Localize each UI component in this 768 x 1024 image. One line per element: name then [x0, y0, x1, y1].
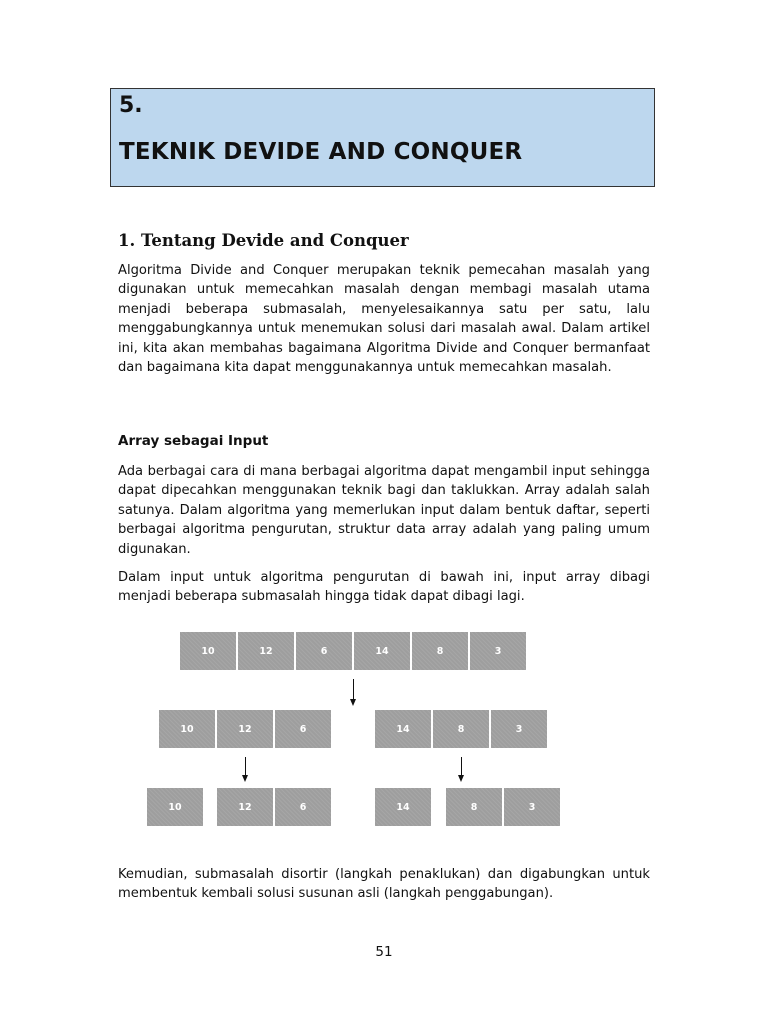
subsection-heading: Array sebagai Input [118, 433, 269, 449]
array-cell: 8 [412, 632, 468, 670]
array-cell: 10 [180, 632, 236, 670]
down-arrow-icon [353, 679, 354, 700]
down-arrow-icon [245, 757, 246, 776]
array-cell: 3 [470, 632, 526, 670]
intro-paragraph: Algoritma Divide and Conquer merupakan teknik pemecahan masalah yang digunakan untuk memecahkan masalah dengan membagi masalah utama menjadi beberapa submasalah, menyelesaikannya satu per satu, lalu menggabungkannya untuk menemukan solusi dari masalah awal. Dalam artikel ini, kita akan membahas bagaimana Algoritma Divide and Conquer bermanfaat dan bagaimana kita dapat menggunakannya untuk memecahkan masalah. [118, 263, 650, 376]
array-paragraph-1: Ada berbagai cara di mana berbagai algoritma dapat mengambil input sehingga dapat dipecahkan menggunakan teknik bagi dan taklukkan. Array adalah salah satunya. Dalam algoritma yang memerlukan input dalam bentuk daftar, seperti berbagai algoritma pengurutan, struktur data array adalah yang paling umum digunakan. [118, 464, 650, 557]
array-cell: 10 [147, 788, 203, 826]
down-arrow-icon [461, 757, 462, 776]
array-cell: 12 [238, 632, 294, 670]
array-cell: 6 [275, 788, 331, 826]
array-cell: 14 [375, 788, 431, 826]
array-cell: 12 [217, 788, 273, 826]
array-cell: 3 [504, 788, 560, 826]
array-cell: 6 [296, 632, 352, 670]
array-cell: 8 [433, 710, 489, 748]
chapter-title: TEKNIK DEVIDE AND CONQUER [119, 139, 523, 165]
array-cell: 10 [159, 710, 215, 748]
array-paragraph-2: Dalam input untuk algoritma pengurutan di bawah ini, input array dibagi menjadi beberapa submasalah hingga tidak dapat dibagi lagi. [118, 570, 650, 605]
array-cell: 8 [446, 788, 502, 826]
section-heading: 1. Tentang Devide and Conquer [118, 231, 409, 250]
page-number: 51 [375, 944, 393, 960]
array-cell: 14 [375, 710, 431, 748]
closing-paragraph: Kemudian, submasalah disortir (langkah penaklukan) dan digabungkan untuk membentuk kembali solusi susunan asli (langkah penggabungan). [118, 867, 650, 902]
chapter-header-box [110, 88, 655, 187]
chapter-number: 5. [119, 93, 143, 118]
array-cell: 6 [275, 710, 331, 748]
array-cell: 14 [354, 632, 410, 670]
array-cell: 12 [217, 710, 273, 748]
array-cell: 3 [491, 710, 547, 748]
